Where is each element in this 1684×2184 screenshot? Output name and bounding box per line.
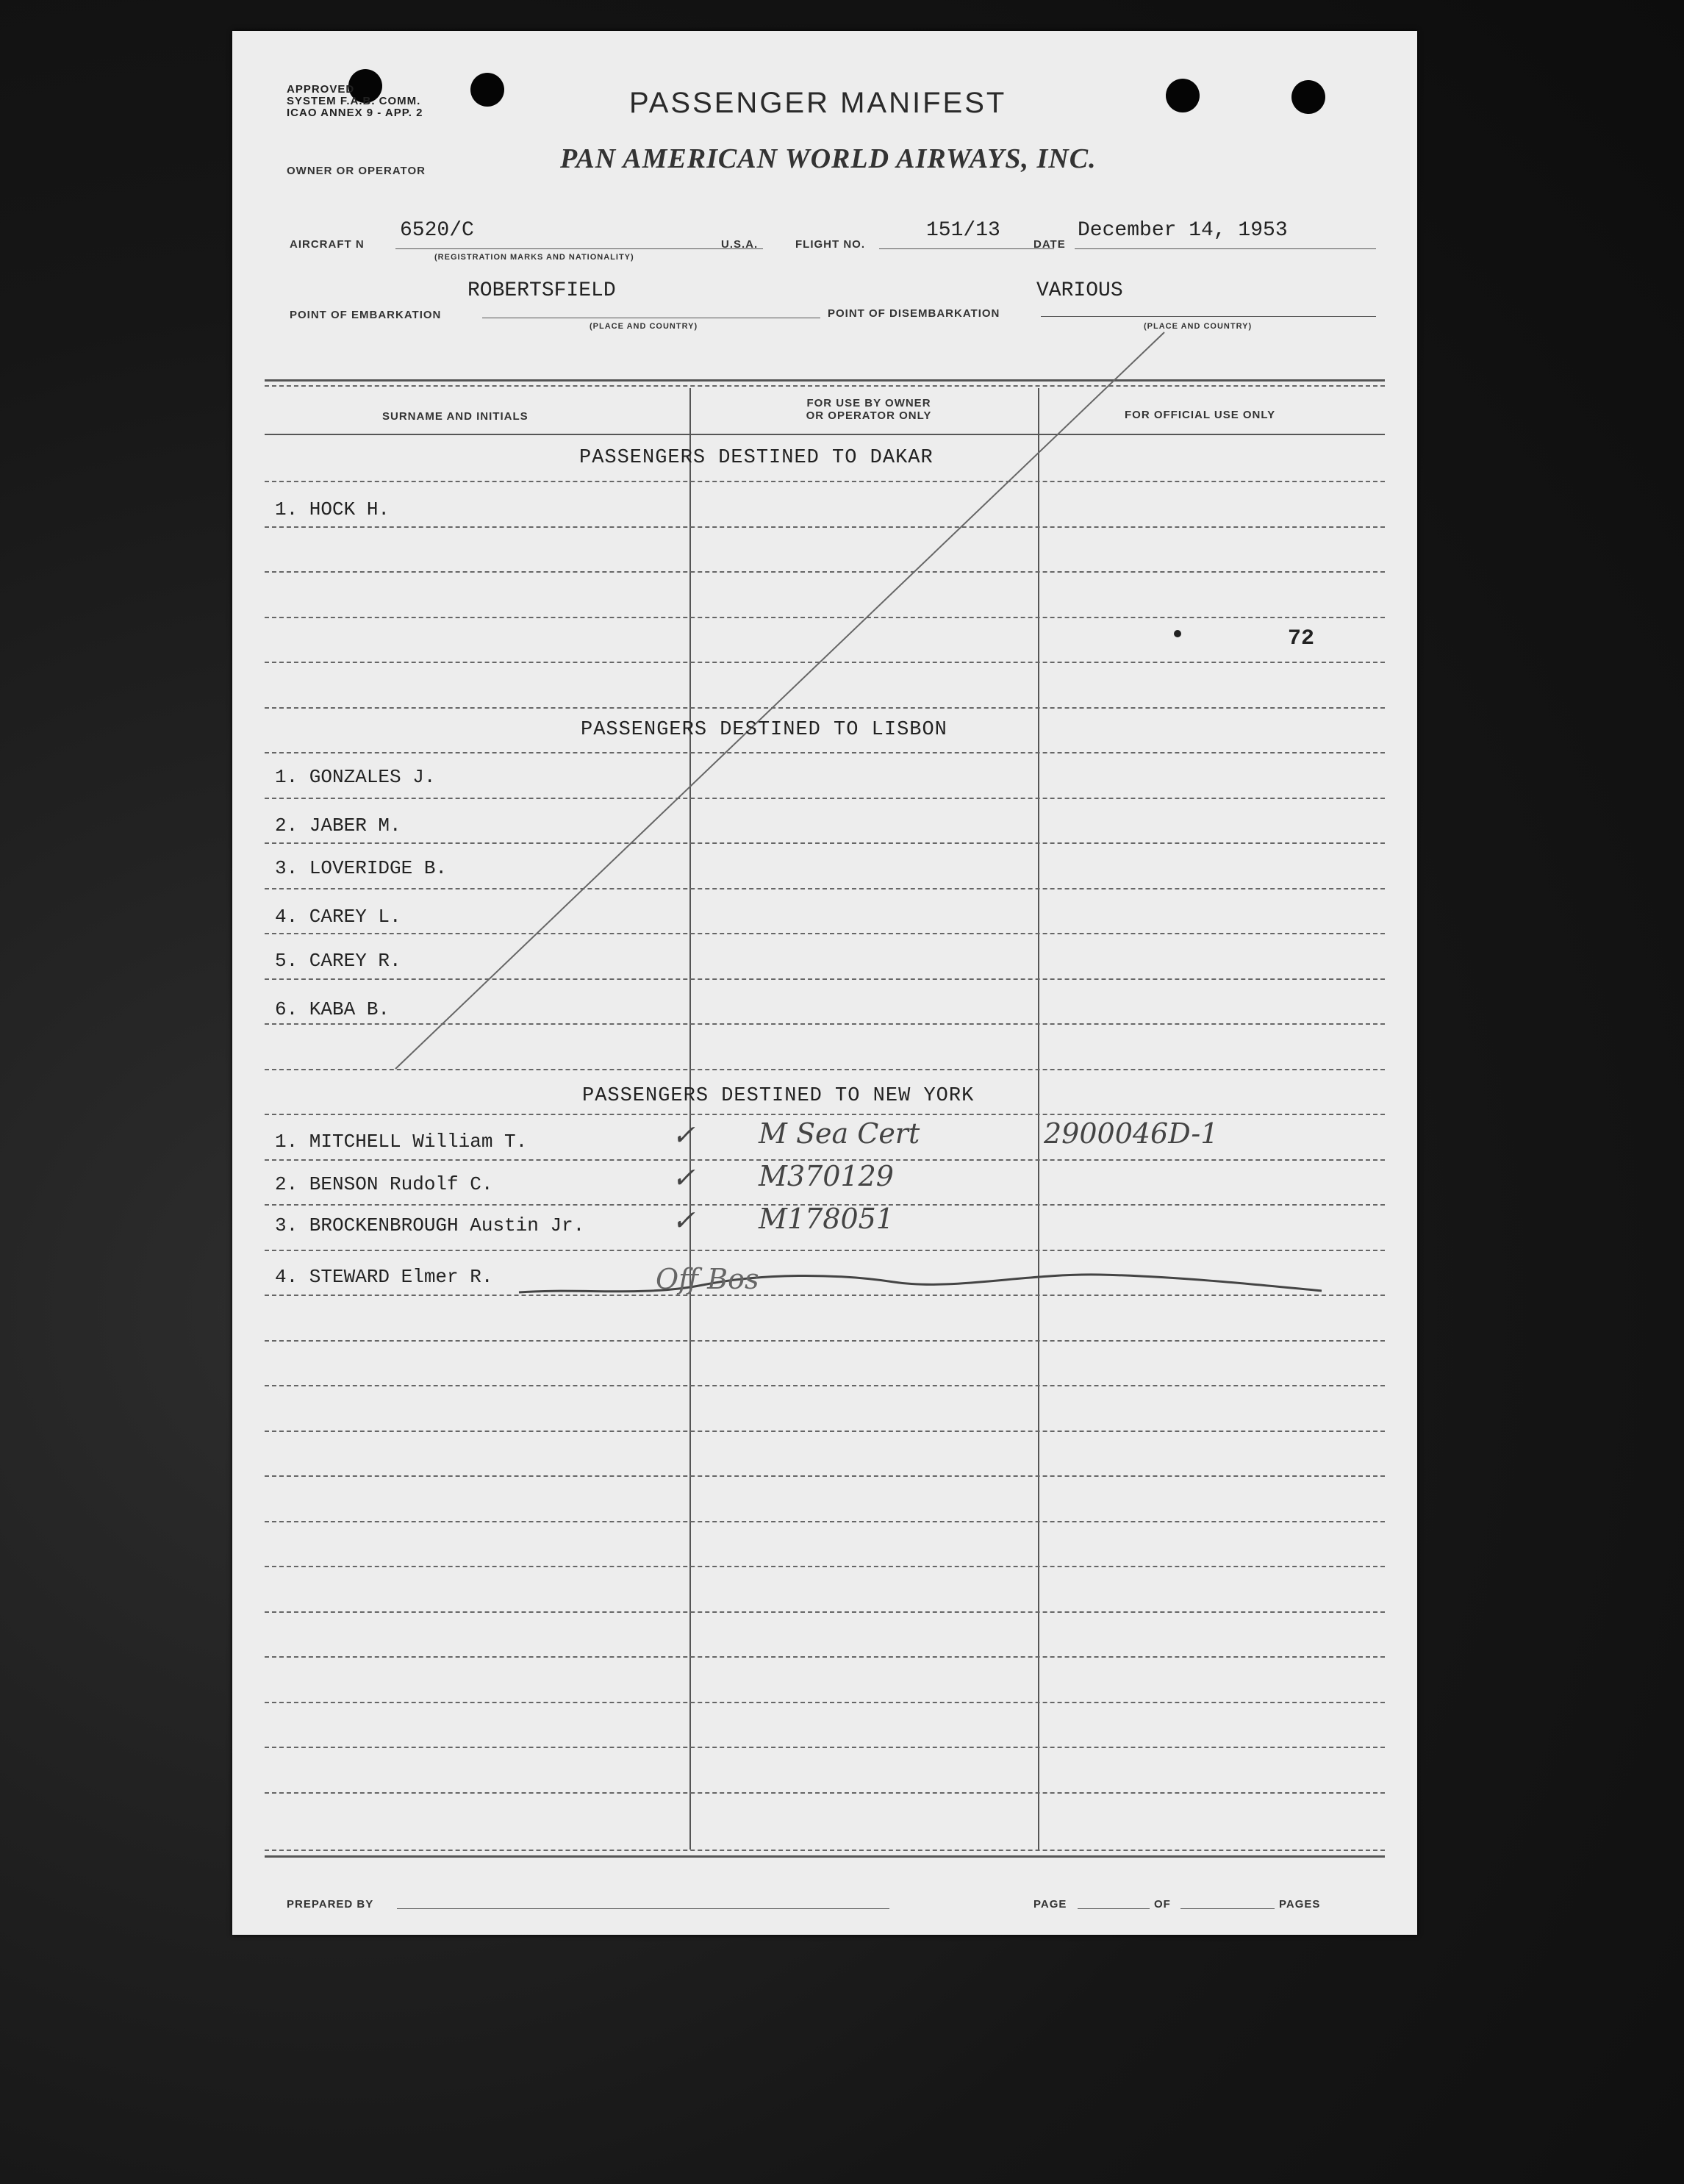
approval-line: SYSTEM F.A.B. COMM. bbox=[287, 95, 421, 107]
form-title: PASSENGER MANIFEST bbox=[629, 87, 1007, 119]
aircraft-value: 6520/C bbox=[400, 219, 474, 242]
col-owner-header-line: OR OPERATOR ONLY bbox=[806, 409, 932, 422]
usa-label: U.S.A. bbox=[721, 238, 759, 251]
pages-label: PAGES bbox=[1279, 1898, 1321, 1911]
embarkation-value: ROBERTSFIELD bbox=[467, 279, 616, 302]
date-value: December 14, 1953 bbox=[1078, 219, 1288, 242]
handwritten-official-note: 2900046D-1 bbox=[1044, 1117, 1219, 1150]
flight-number-value: 151/13 bbox=[926, 219, 1000, 242]
col-surname-header: SURNAME AND INITIALS bbox=[382, 410, 529, 423]
handwritten-note: M Sea Cert bbox=[759, 1117, 920, 1150]
col-owner-header-line: FOR USE BY OWNER bbox=[806, 397, 931, 409]
check-mark: ✓ bbox=[672, 1161, 695, 1194]
date-label: DATE bbox=[1033, 238, 1066, 251]
embarkation-label: POINT OF EMBARKATION bbox=[290, 309, 442, 321]
passenger-row: 1. MITCHELL William T. bbox=[275, 1131, 528, 1153]
passenger-row: 1. HOCK H. bbox=[275, 498, 390, 520]
owner-operator-label: OWNER OR OPERATOR bbox=[287, 165, 426, 177]
passenger-row: 5. CAREY R. bbox=[275, 950, 401, 972]
of-label: OF bbox=[1154, 1898, 1171, 1911]
check-mark: ✓ bbox=[672, 1119, 695, 1151]
manifest-sheet bbox=[232, 31, 1417, 1935]
registration-caption: (REGISTRATION MARKS AND NATIONALITY) bbox=[434, 253, 634, 262]
disembarkation-value: VARIOUS bbox=[1036, 279, 1123, 302]
passenger-row: 1. GONZALES J. bbox=[275, 766, 436, 788]
company-name: PAN AMERICAN WORLD AIRWAYS, INC. bbox=[560, 143, 1097, 174]
flight-number-label: FLIGHT NO. bbox=[795, 238, 865, 251]
section-heading-dakar: PASSENGERS DESTINED TO DAKAR bbox=[579, 447, 934, 469]
prepared-by-label: PREPARED BY bbox=[287, 1898, 374, 1911]
section-heading-newyork: PASSENGERS DESTINED TO NEW YORK bbox=[582, 1085, 975, 1107]
disembarkation-caption: (PLACE AND COUNTRY) bbox=[1144, 322, 1253, 331]
handwritten-note: Off Bos bbox=[656, 1263, 759, 1295]
official-mark: 72 bbox=[1288, 626, 1315, 651]
aircraft-label: AIRCRAFT N bbox=[290, 238, 365, 251]
approval-line: ICAO ANNEX 9 - APP. 2 bbox=[287, 107, 423, 119]
col-official-header: FOR OFFICIAL USE ONLY bbox=[1125, 409, 1276, 421]
approval-line: APPROVED bbox=[287, 83, 355, 96]
cancel-strike-line bbox=[232, 31, 1417, 1935]
handwritten-note: M370129 bbox=[759, 1160, 894, 1192]
section-heading-lisbon: PASSENGERS DESTINED TO LISBON bbox=[581, 719, 947, 741]
handwritten-note: M178051 bbox=[759, 1203, 894, 1235]
passenger-row: 3. BROCKENBROUGH Austin Jr. bbox=[275, 1214, 585, 1236]
passenger-row: 2. JABER M. bbox=[275, 814, 401, 837]
passenger-row: 3. LOVERIDGE B. bbox=[275, 857, 448, 879]
passenger-row: 6. KABA B. bbox=[275, 998, 390, 1020]
embarkation-caption: (PLACE AND COUNTRY) bbox=[590, 322, 698, 331]
passenger-row: 2. BENSON Rudolf C. bbox=[275, 1173, 493, 1195]
disembarkation-label: POINT OF DISEMBARKATION bbox=[828, 307, 1000, 320]
page-label: PAGE bbox=[1033, 1898, 1067, 1911]
passenger-row: 4. CAREY L. bbox=[275, 906, 401, 928]
check-mark: ✓ bbox=[672, 1204, 695, 1236]
passenger-row: 4. STEWARD Elmer R. bbox=[275, 1266, 493, 1288]
